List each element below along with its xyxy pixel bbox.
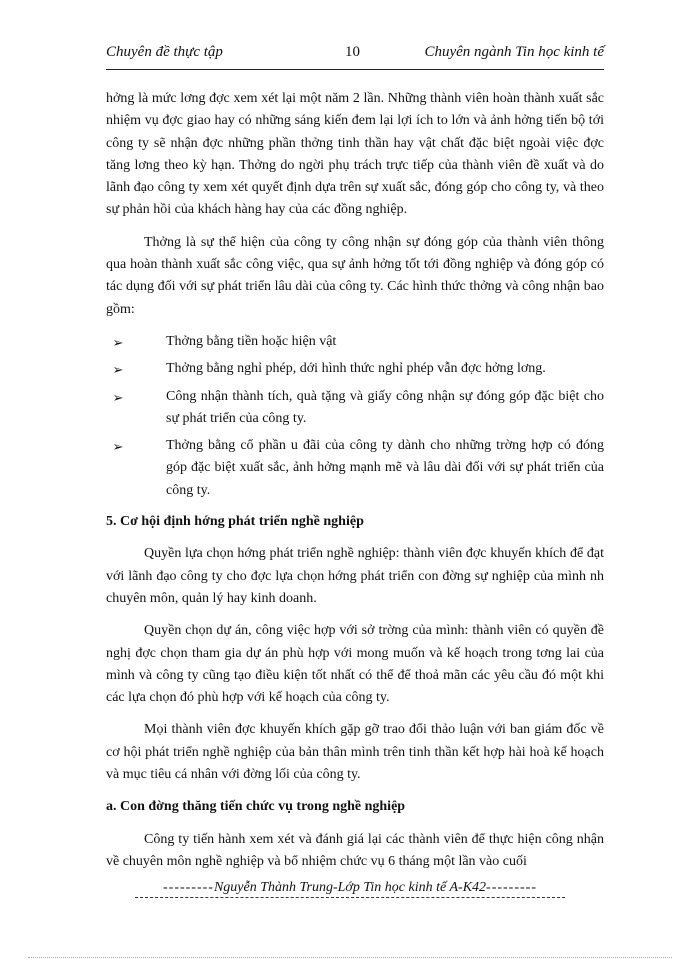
arrowhead-bullet-icon: ➢ [112,439,124,455]
page-header [106,44,604,68]
list-item: ➢ Thởng bằng cổ phần u đãi của công ty dành cho những trờng hợp có đóng góp đặc biệt xuất sắc, ảnh hởng mạnh mẽ và lâu dài đối với sự phát triển của công ty. [106,435,604,502]
document-body [106,88,604,883]
page-bottom-edge [28,957,672,958]
paragraph-3: Quyền lựa chọn hớng phát triển nghề nghiệp: thành viên đợc khuyến khích để đạt với lãnh đạo công ty cho đợc lựa chọn hớng phát triển con đờng sự nghiệp của mình nh chuyên môn, quản lý hay kinh doanh. [106,546,604,606]
arrowhead-bullet-icon: ➢ [112,334,124,350]
reward-forms-list [106,331,604,502]
header-doc-title: Chuyên đề thực tập [106,44,223,60]
paragraph-4: Quyền chọn dự án, công việc hợp với sở trờng của mình: thành viên có quyền đề nghị đợc chọn tham gia dự án phù hợp với mong muốn và kế hoạch trong tơng lai của mình và công ty cũng tạo điều kiện tốt nhất có thể để thoả mãn các yêu cầu đó một khi các lựa chọn đó phù hợp với kế hoạch của công ty. [106,623,604,706]
paragraph-2: Thởng là sự thể hiện của công ty công nhận sự đóng góp của thành viên thông qua hoàn thành xuất sắc công việc, qua sự ảnh hởng tốt tới đồng nghiệp và đóng góp có tác dụng đối với sự phát triển lâu dài của công ty. Các hình thức thởng và công nhận bao gồm: [106,234,604,317]
footer-author: Nguyễn Thành Trung-Lớp Tin học kinh tế A-K42 [213,880,487,895]
arrowhead-bullet-icon: ➢ [112,389,124,405]
paragraph-6: Công ty tiến hành xem xét và đánh giá lại các thành viên để thực hiện công nhận về chuyên môn nghề nghiệp và bổ nhiệm chức vụ 6 tháng một lần vào cuối [106,831,604,869]
list-item: ➢ Thởng bằng nghỉ phép, dới hình thức nghỉ phép vẫn đợc hởng lơng. [106,358,604,380]
list-item: ➢ Thởng bằng tiền hoặc hiện vật [106,331,604,353]
subsection-heading-a: a. Con đờng thăng tiến chức vụ trong nghề nghiệp [106,799,406,815]
section-heading-5: 5. Cơ hội định hớng phát triển nghề nghiệp [106,514,364,530]
arrowhead-bullet-icon: ➢ [112,362,124,378]
header-major: Chuyên ngành Tin học kinh tế [424,44,604,60]
paragraph-1: hởng là mức lơng đợc xem xét lại một năm 2 lần. Những thành viên hoàn thành xuất sắc nhiệm vụ đợc giao hay có những sáng kiến đem lại lợi ích to lớn và ảnh hởng tiến bộ tới công ty sẽ nhận đợc những phần thởng tinh thần hay vật chất đặc biệt ngoài việc đợc tăng lơng theo kỳ hạn. Thởng do ngời phụ trách trực tiếp của thành viên đề xuất và do lãnh đạo công ty xem xét quyết định dựa trên sự xuất sắc, đóng góp cho công ty, và theo sự phản hồi của khách hàng hay của các đồng nghiệp. [106,91,604,218]
paragraph-5: Mọi thành viên đợc khuyến khích gặp gỡ trao đổi thảo luận với ban giám đốc về cơ hội phát triển nghề nghiệp của bản thân mình trên tinh thần kết hợp hài hoà kế hoạch và mục tiêu cá nhân với đờng lối của công ty. [106,722,604,783]
list-item: ➢ Công nhận thành tích, quà tặng và giấy công nhận sự đóng góp đặc biệt cho sự phát triển của công ty. [106,386,604,431]
page-footer: ---------Nguyễn Thành Trung-Lớp Tin học kinh tế A-K42--------- [135,880,565,898]
page-number: 10 [345,44,360,60]
header-rule [106,69,604,70]
